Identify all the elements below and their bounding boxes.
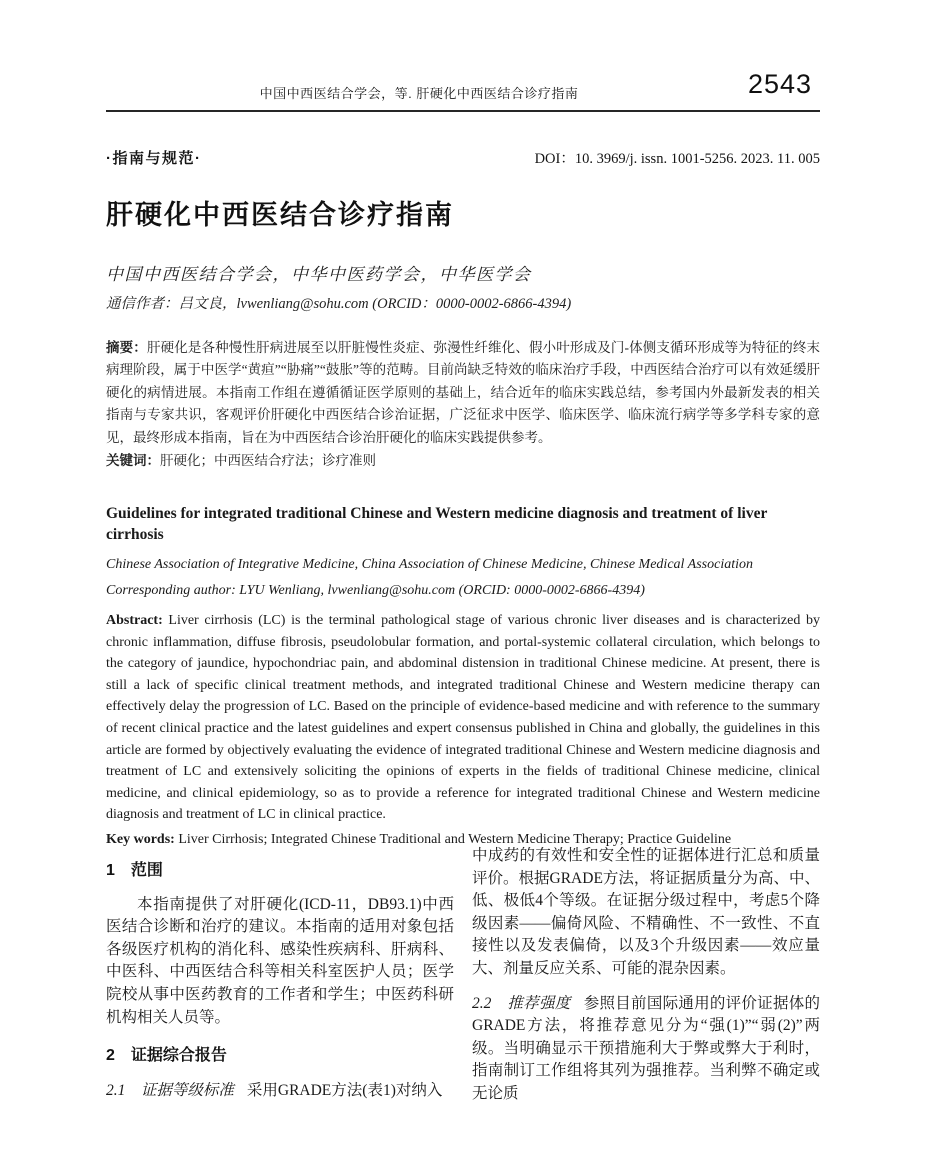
subsection-2-2 <box>472 993 820 1106</box>
subsection-2-2-label: 2.2 推荐强度 <box>472 994 571 1012</box>
tag-row <box>106 147 820 168</box>
article-title-zh: 肝硬化中西医结合诊疗指南 <box>106 200 454 230</box>
keywords-en-text: Liver Cirrhosis; Integrated Chinese Traditional and Western Medicine Therapy; Practice Guideline <box>178 831 732 847</box>
subsection-2-2-text: 参照目前国际通用的评价证据体的GRADE方法，将推荐意见分为“强(1)”“弱(2)”两级。当明确显示干预措施利大于弊或弊大于利时，指南制订工作组将其列为强推荐。当利弊不确定或无论质 <box>472 994 820 1102</box>
authors-zh: 中国中西医结合学会，中华中医药学会，中华医学会 <box>106 265 532 284</box>
keywords-zh-text: 肝硬化；中西医结合疗法；诊疗准则 <box>160 453 376 469</box>
body-column-right <box>472 845 820 1106</box>
body-column-left <box>106 845 454 1106</box>
affiliation-en: Chinese Association of Integrative Medicine, China Association of Chinese Medicine, Chinese Medical Association <box>106 557 754 572</box>
page-number: 2543 <box>748 69 813 99</box>
abstract-zh <box>106 337 820 449</box>
abstract-en <box>106 610 820 826</box>
section-2-1-continuation: 中成药的有效性和安全性的证据体进行汇总和质量评价。根据GRADE方法，将证据质量分为高、中、低、极低4个等级。在证据分级过程中，考虑5个降级因素——偏倚风险、不精确性、不一致性、不直接性以及发表偏倚，以及3个升级因素——效应量大、剂量反应关系、可能的混杂因素。 <box>472 847 820 977</box>
section-tag: ·指南与规范· <box>106 150 202 167</box>
abstract-en-label: Abstract: <box>106 613 163 628</box>
section-2-heading: 2 证据综合报告 <box>106 1047 227 1065</box>
keywords-zh-label: 关键词： <box>106 453 160 469</box>
header-rule <box>106 110 820 112</box>
keywords-zh <box>106 450 820 472</box>
abstract-zh-block <box>106 337 820 472</box>
abstract-zh-label: 摘要： <box>106 340 147 355</box>
subsection-2-1-label: 2.1 证据等级标准 <box>106 1081 234 1099</box>
body-columns <box>106 845 820 1106</box>
section-1-paragraph: 本指南提供了对肝硬化(ICD-11，DB93.1)中西医结合诊断和治疗的建议。本指南的适用对象包括各级医疗机构的消化科、感染性疾病科、肝病科、中医科、中西医结合科等相关科室医护人员；医学院校从事中医药教育的工作者和学生；中医药科研机构相关人员等。 <box>106 895 454 1026</box>
doi-text: DOI：10. 3969/j. issn. 1001-5256. 2023. 11. 005 <box>534 151 820 167</box>
correspondence-zh: 通信作者：吕文良，lvwenliang@sohu.com (ORCID：0000-0002-6866-4394) <box>106 296 572 312</box>
section-1-heading: 1 范围 <box>106 862 163 879</box>
running-head: 中国中西医结合学会，等. 肝硬化中西医结合诊疗指南 <box>259 86 579 101</box>
keywords-en-label: Key words: <box>106 831 175 847</box>
english-block <box>106 503 820 848</box>
article-title-en: Guidelines for integrated traditional Chinese and Western medicine diagnosis and treatment of liver cirrhosis <box>106 505 768 543</box>
correspondence-en: Corresponding author: LYU Wenliang, lvwenliang@sohu.com (ORCID: 0000-0002-6866-4394) <box>106 583 645 598</box>
abstract-zh-text: 肝硬化是各种慢性肝病进展至以肝脏慢性炎症、弥漫性纤维化、假小叶形成及门-体侧支循环形成等为特征的终末病理阶段，属于中医学“黄疸”“胁痛”“鼓胀”等的范畴。目前尚缺乏特效的临床治疗手段，中西医结合治疗可以有效延缓肝硬化的病情进展。本指南工作组在遵循循证医学原则的基础上，结合近年的临床实践总结，参考国内外最新发表的相关指南与专家共识，客观评价肝硬化中西医结合诊治证据，广泛征求中医学、临床医学、临床流行病学等多学科专家的意见，最终形成本指南，旨在为中西医结合诊治肝硬化的临床实践提供参考。 <box>106 340 820 445</box>
subsection-2-1 <box>106 1080 454 1103</box>
subsection-2-1-text: 采用GRADE方法(表1)对纳入 <box>246 1081 443 1099</box>
abstract-en-text: Liver cirrhosis (LC) is the terminal pathological stage of various chronic liver diseases and is characterized by chronic inflammation, diffuse fibrosis, pseudolobular formation, and portal-systemic collateral circulation, which belongs to the category of jaundice, hypochondriac pain, and abdominal distension in traditional Chinese medicine. At present, there is still a lack of specific clinical treatment methods, and integrated traditional Chinese and Western medicine therapy can effectively delay the progression of LC. Based on the principle of evidence-based medicine and with reference to the summary of recent clinical practice and the latest guidelines and expert consensus published in China and globally, the guidelines in this article are formed by objectively evaluating the evidence of integrated traditional Chinese and Western medicine diagnosis and treatment of LC and extensively soliciting the opinions of experts in the fields of traditional Chinese medicine, clinical medicine, and clinical epidemiology, so as to provide a reference for integrated traditional Chinese and Western medicine diagnosis and treatment of LC in clinical practice. <box>106 613 820 823</box>
